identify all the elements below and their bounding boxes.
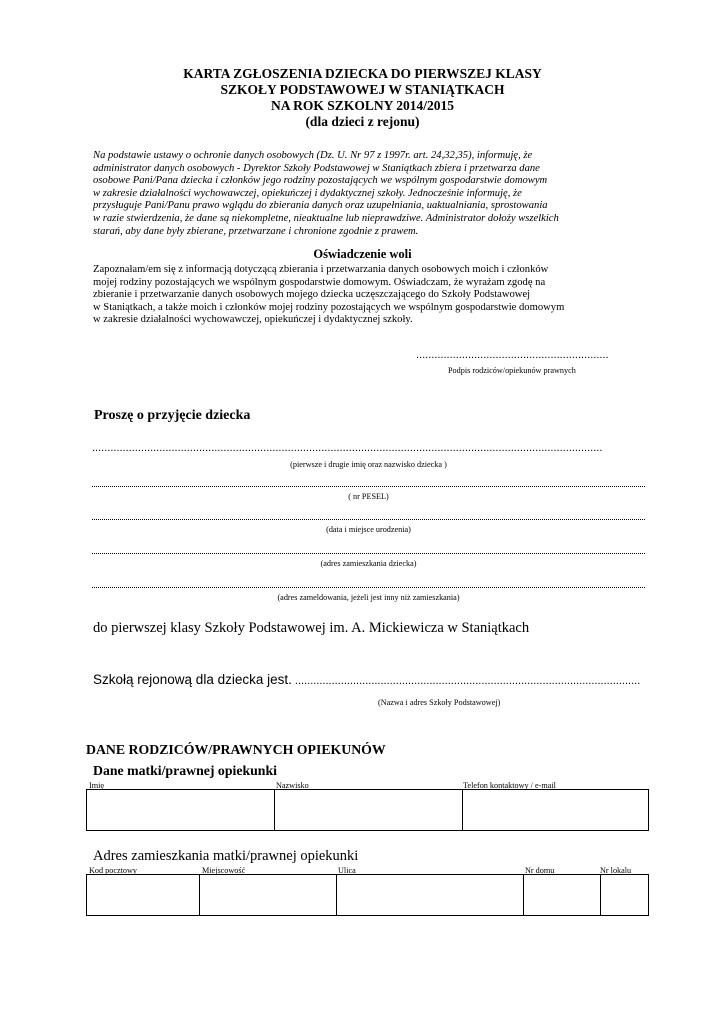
child-name-field[interactable]: ....................................................................................................................................................................... [92,442,603,454]
street-cell[interactable] [337,875,524,916]
mother-first-name-cell[interactable] [87,790,275,831]
privacy-line: osobowe Pani/Pana dziecka i członków jego rodziny pozostających we wspólnym gospodarstwie domowym [93,175,548,187]
postal-code-cell[interactable] [87,875,200,916]
declaration-line: Zapoznałam/em się z informacją dotyczącą zbierania i przetwarzania danych osobowych moich i członków [93,264,549,275]
regional-school-label: Szkołą rejonową dla dziecka jest. [93,672,292,687]
child-address-field[interactable] [92,553,645,554]
privacy-line: Na podstawie ustawy o ochronie danych osobowych (Dz. U. Nr 97 z 1997r. art. 24,32,35), informuję, że [93,150,533,161]
declaration-text [93,264,642,327]
declaration-heading: Oświadczenie woli [313,247,412,261]
declaration-line: w Staniątkach, a także moich i członków mojej rodziny pozostających we wspólnym gospodarstwie domowym [93,301,565,313]
form-title-line-3: NA ROK SZKOLNY 2014/2015 [271,98,454,113]
child-address-caption: (adres zamieszkania dziecka) [320,559,417,568]
privacy-line: w zakresie działalności wychowawczej, opiekuńczej i dydaktycznej szkoły. Jednocześnie informuję, że [93,187,522,199]
regional-school-row [93,672,648,687]
declaration-line: w zakresie działalności wychowawczej, opiekuńczej i dydaktycznej szkoły. [93,314,413,326]
regional-school-field[interactable]: ................................................................................................................. [291,675,641,687]
form-title-line-1: KARTA ZGŁOSZENIA DZIECKA DO PIERWSZEJ KLASY [183,66,542,81]
registration-address-field[interactable] [92,587,645,588]
mother-address-heading: Adres zamieszkania matki/prawnej opiekunki [93,848,359,864]
col-street: Ulica [338,866,356,875]
declaration-line: zbieranie i przetwarzanie danych osobowych mojego dziecka uczęszczającego do Szkoły Podstawowej [93,289,531,301]
privacy-notice [93,150,642,238]
registration-address-caption: (adres zameldowania, jeżeli jest inny niż zamieszkania) [277,593,460,602]
col-first-name: Imię [89,781,105,790]
parents-heading: DANE RODZICÓW/PRAWNYCH OPIEKUNÓW [86,742,386,757]
col-postal-code: Kod pocztowy [89,866,137,875]
birth-date-place-caption: (data i miejsce urodzenia) [326,525,411,534]
signature-caption: Podpis rodziców/opiekunów prawnych [448,366,576,375]
birth-date-place-field[interactable] [92,519,645,520]
mother-address-table [86,874,649,916]
col-last-name: Nazwisko [276,781,309,790]
pesel-caption: ( nr PESEL) [348,492,389,501]
mother-data-table [86,789,649,831]
mother-last-name-cell[interactable] [275,790,463,831]
mother-phone-email-cell[interactable] [463,790,649,831]
privacy-line: w razie stwierdzenia, że dane są niekompletne, nieaktualne lub nieprawdziwe. Administrator dołoży wszelkich [93,212,559,224]
form-title-line-2: SZKOŁY PODSTAWOWEJ W STANIĄTKACH [220,82,505,97]
house-number-cell[interactable] [524,875,601,916]
regional-school-caption: (Nazwa i adres Szkoły Podstawowej) [378,698,501,707]
col-city: Miejscowość [202,866,246,875]
request-heading: Proszę o przyjęcie dziecka [94,408,251,423]
to-first-class-statement: do pierwszej klasy Szkoły Podstawowej im. A. Mickiewicza w Staniątkach [93,620,530,636]
child-name-caption: (pierwsze i drugie imię oraz nazwisko dziecka ) [290,460,447,469]
apartment-number-cell[interactable] [601,875,649,916]
privacy-line: starań, aby dane były zbierane, przetwarzane i chronione zgodnie z prawem. [93,225,419,237]
col-phone-email: Telefon kontaktowy / e-mail [463,781,556,790]
col-house-number: Nr domu [525,866,555,875]
form-subtitle: (dla dzieci z rejonu) [305,114,420,129]
declaration-line: mojej rodziny pozostających we wspólnym gospodarstwie domowym. Oświadczam, że wyrażam zgodę na [93,276,546,288]
pesel-field[interactable] [92,486,645,487]
privacy-line: przysługuje Pani/Panu prawo wglądu do zbierania danych oraz uzupełniania, uaktualniania, sprostowania [93,200,548,212]
col-apartment-number: Nr lokalu [600,866,632,875]
privacy-line: administrator danych osobowych - Dyrektor Szkoły Podstawowej w Staniątkach zbiera i przetwarza dane [93,162,540,174]
signature-line[interactable]: ............................................................... [416,349,609,361]
mother-data-heading: Dane matki/prawnej opiekunki [93,763,277,778]
city-cell[interactable] [200,875,337,916]
